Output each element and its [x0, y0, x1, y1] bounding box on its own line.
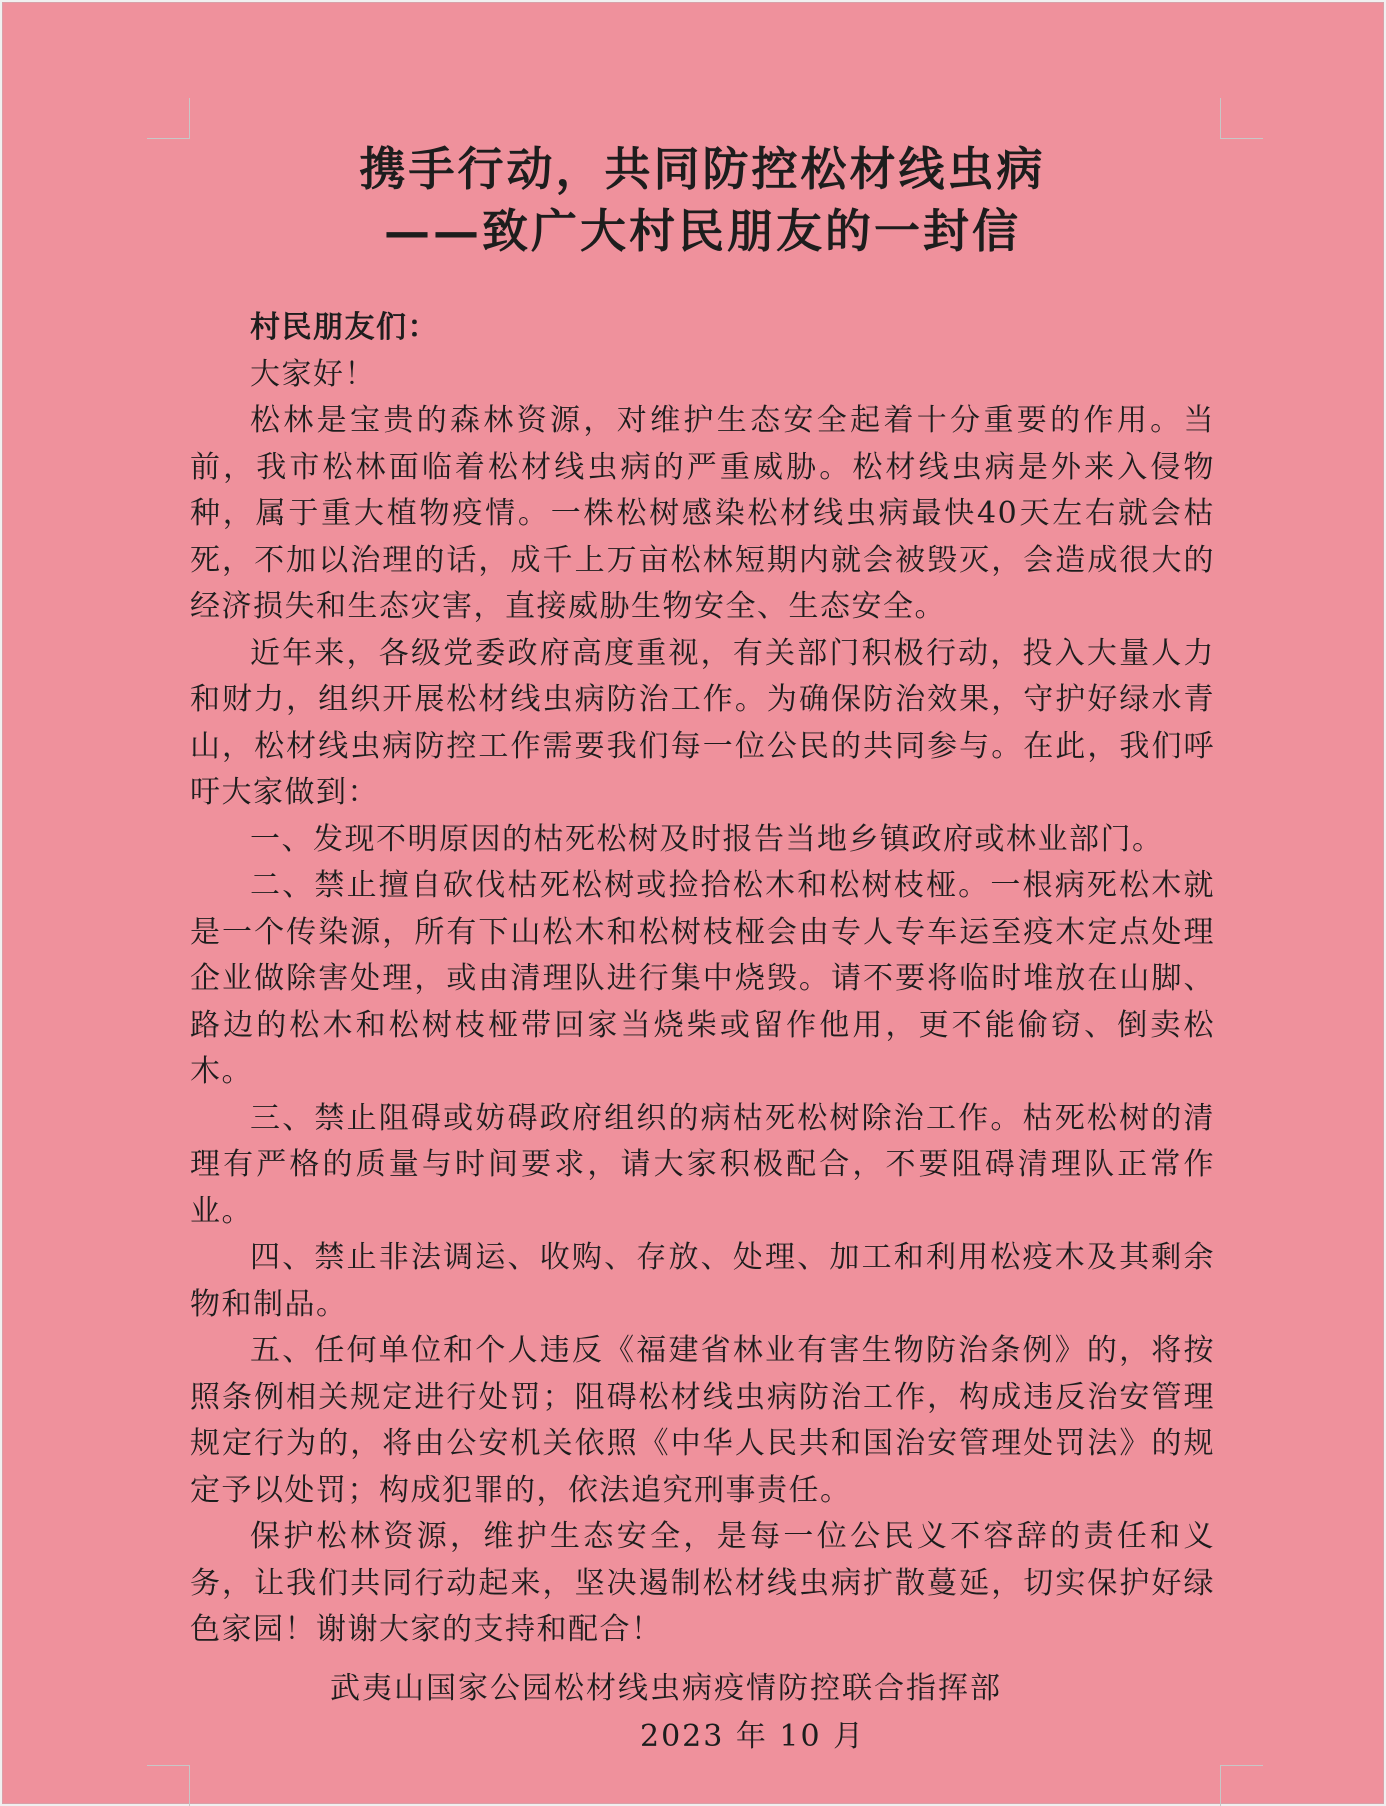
letter-paragraph: 三、禁止阻碍或妨碍政府组织的病枯死松树除治工作。枯死松树的清理有严格的质量与时间要求，请大家积极配合，不要阻碍清理队正常作业。 — [190, 1100, 1215, 1229]
letter-greeting: 大家好！ — [250, 356, 376, 392]
letter-paragraph: 近年来，各级党委政府高度重视，有关部门积极行动，投入大量人力和财力，组织开展松材线虫病防治工作。为确保防治效果，守护好绿水青山，松材线虫病防控工作需要我们每一位公民的共同参与。在此，我们呼吁大家做到： — [190, 635, 1215, 810]
margin-corner-bottom-right — [1220, 1765, 1263, 1806]
letter-body — [190, 305, 1215, 1654]
margin-corner-bottom-left — [147, 1765, 190, 1806]
letter-title-block — [190, 138, 1215, 262]
signature-date: 2023 年 10 月 — [640, 1719, 866, 1754]
letter-paragraph: 五、任何单位和个人违反《福建省林业有害生物防治条例》的，将按照条例相关规定进行处罚；阻碍松材线虫病防治工作，构成违反治安管理规定行为的，将由公安机关依照《中华人民共和国治安管理处罚法》的规定予以处罚；构成犯罪的，依法追究刑事责任。 — [190, 1333, 1215, 1508]
letter-paragraph: 二、禁止擅自砍伐枯死松树或捡拾松木和松树枝桠。一根病死松木就是一个传染源，所有下山松木和松树枝桠会由专人专车运至疫木定点处理企业做除害处理，或由清理队进行集中烧毁。请不要将临时堆放在山脚、路边的松木和松树枝桠带回家当烧柴或留作他用，更不能偷窃、倒卖松木。 — [190, 868, 1215, 1089]
signature-organization: 武夷山国家公园松材线虫病疫情防控联合指挥部 — [330, 1671, 1002, 1706]
letter-title: 携手行动，共同防控松材线虫病 — [359, 142, 1046, 196]
letter-salutation: 村民朋友们： — [250, 310, 439, 345]
letter-subtitle: ——致广大村民朋友的一封信 — [384, 204, 1021, 258]
margin-corner-top-left — [147, 98, 190, 139]
letter-paragraph: 一、发现不明原因的枯死松树及时报告当地乡镇政府或林业部门。 — [250, 821, 1164, 857]
letter-paragraph: 保护松林资源，维护生态安全，是每一位公民义不容辞的责任和义务，让我们共同行动起来，坚决遏制松材线虫病扩散蔓延，切实保护好绿色家园！谢谢大家的支持和配合！ — [190, 1519, 1215, 1647]
margin-corner-top-right — [1220, 98, 1263, 139]
letter-paragraph: 松林是宝贵的森林资源，对维护生态安全起着十分重要的作用。当前，我市松林面临着松材线虫病的严重威胁。松材线虫病是外来入侵物种，属于重大植物疫情。一株松树感染松材线虫病最快40天左右就会枯死，不加以治理的话，成千上万亩松林短期内就会被毁灭，会造成很大的经济损失和生态灾害，直接威胁生物安全、生态安全。 — [190, 403, 1215, 624]
letter-paragraph: 四、禁止非法调运、收购、存放、处理、加工和利用松疫木及其剩余物和制品。 — [190, 1240, 1215, 1322]
